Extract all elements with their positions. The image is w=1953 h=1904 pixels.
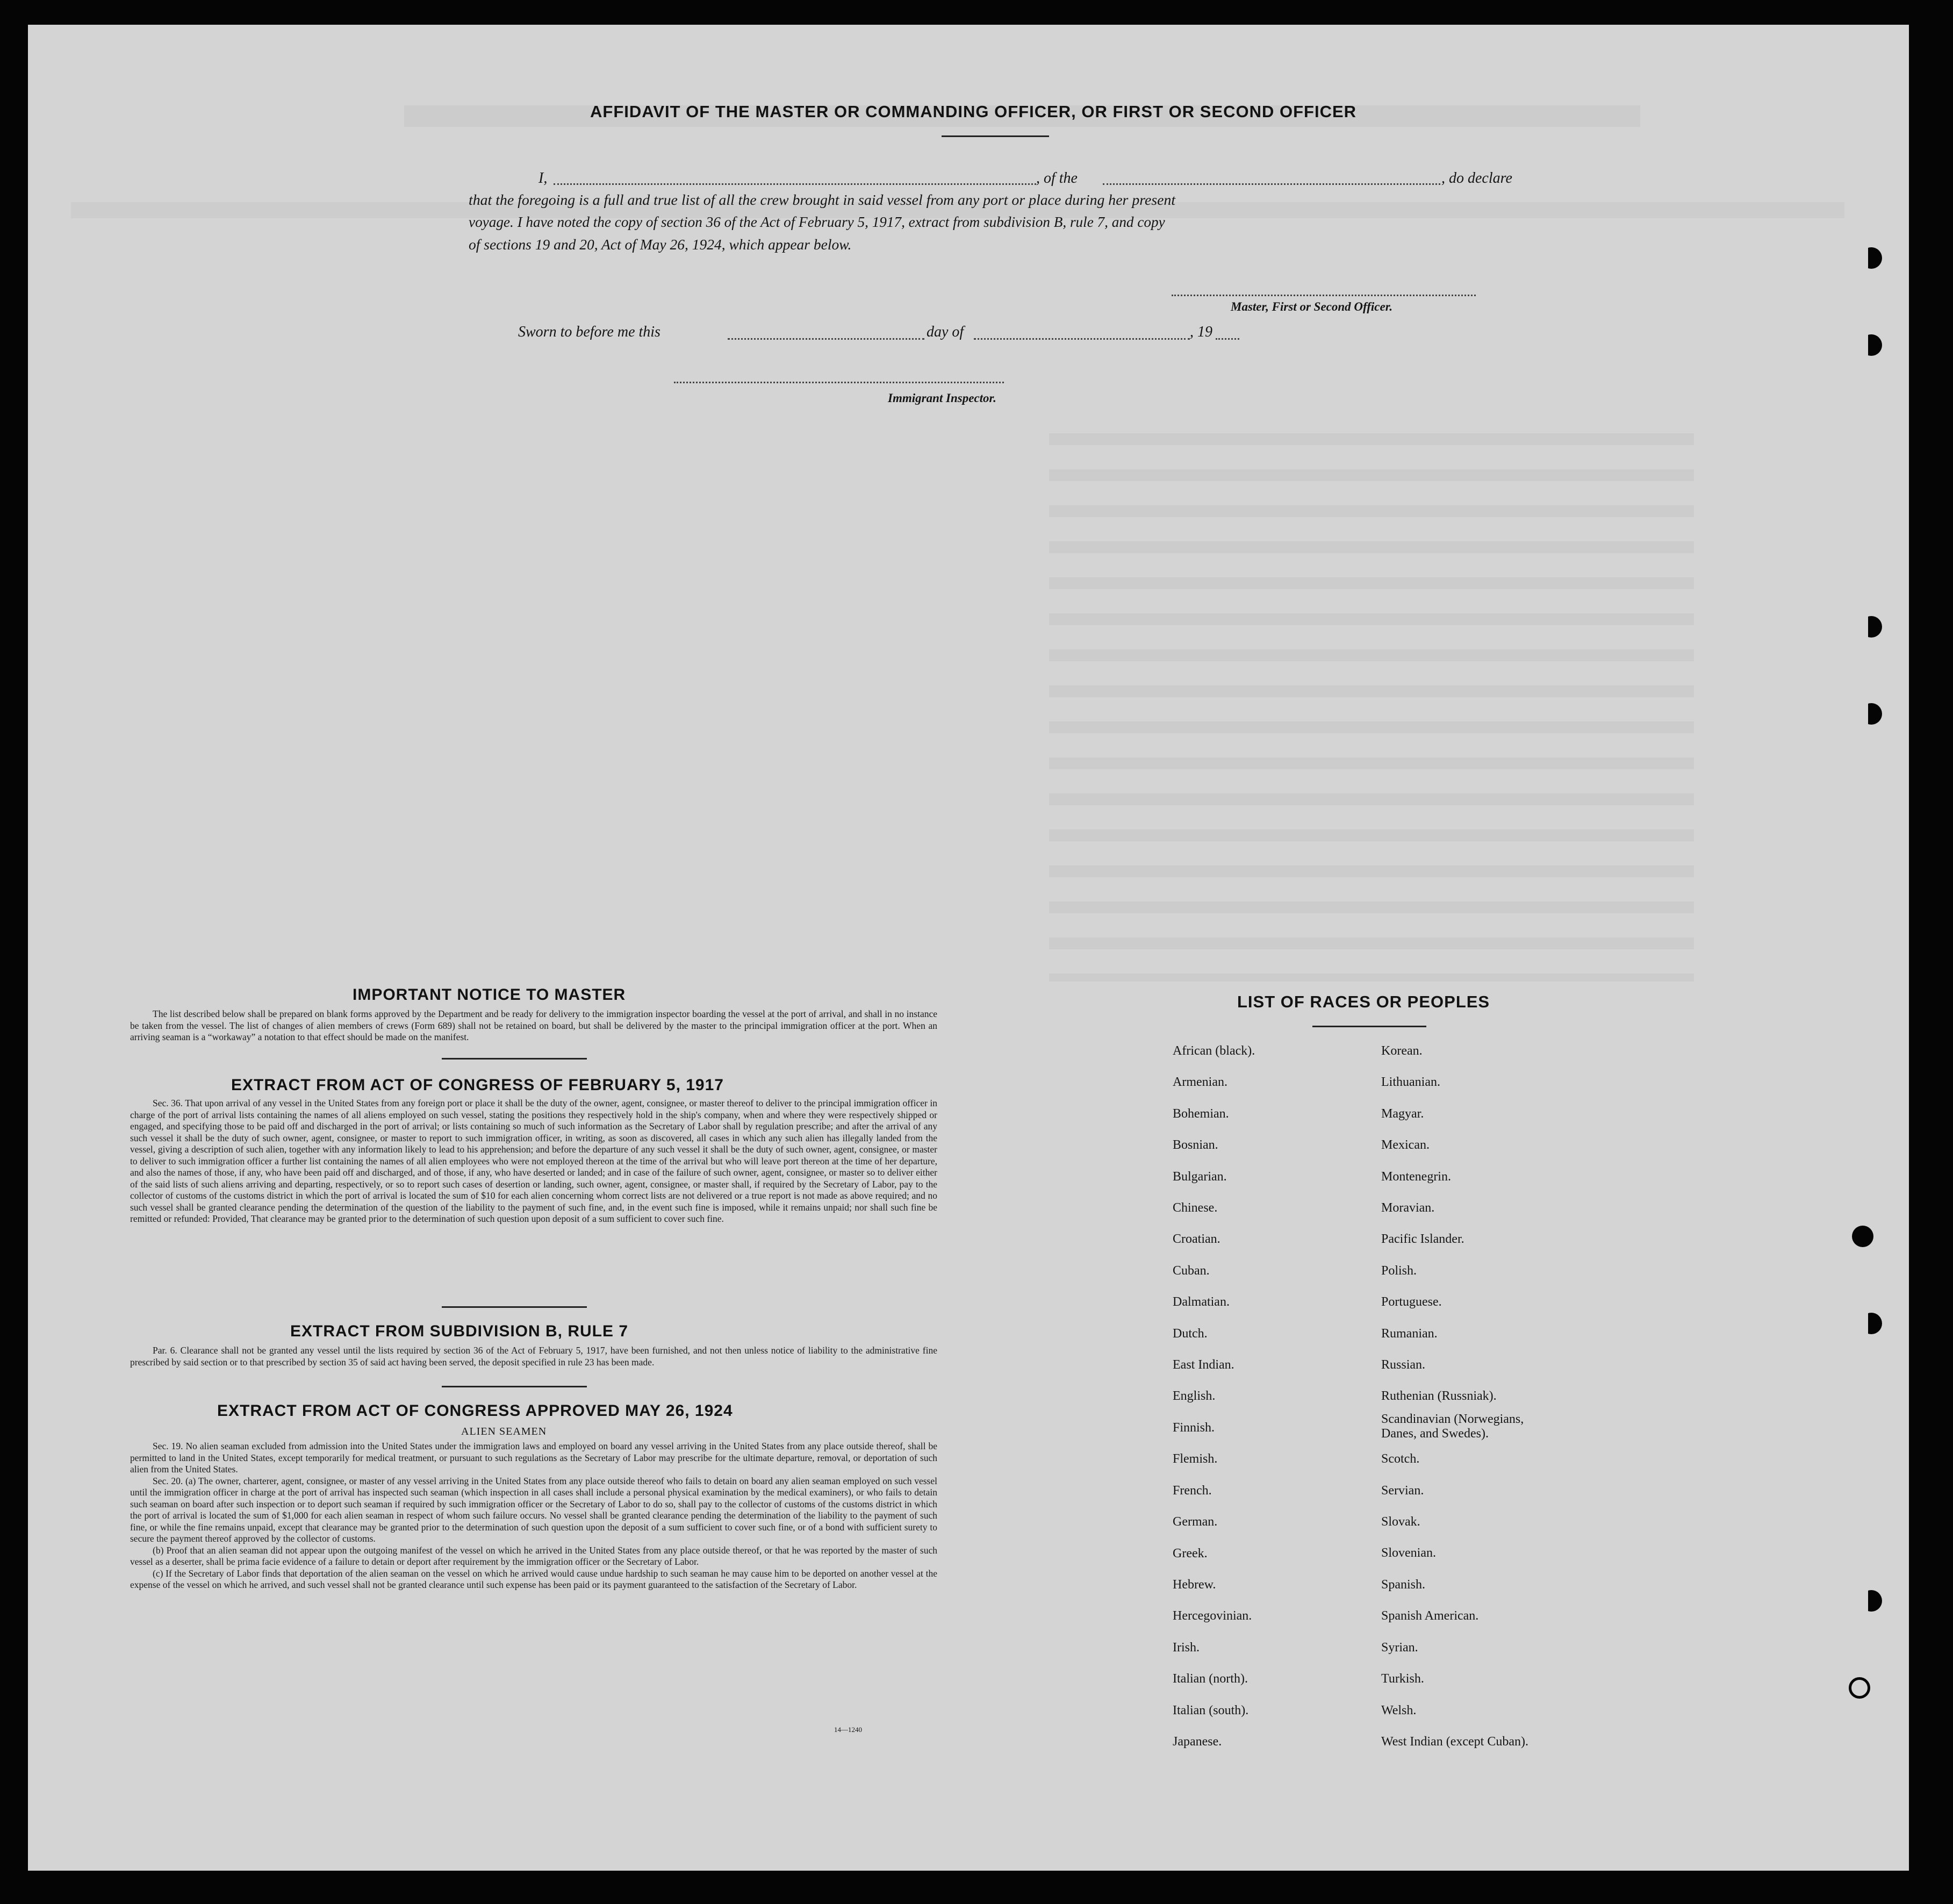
sworn-year: , 19 xyxy=(1190,324,1212,340)
affidavit-of-the: , of the xyxy=(1036,170,1078,187)
race-item: Bohemian. xyxy=(1173,1106,1229,1121)
race-item: Ruthenian (Russniak). xyxy=(1381,1389,1497,1404)
extract-1924-body xyxy=(130,1441,937,1591)
sworn-text: Sworn to before me this xyxy=(518,324,660,340)
race-item: German. xyxy=(1173,1515,1218,1529)
race-item: African (black). xyxy=(1173,1044,1255,1058)
race-item: East Indian. xyxy=(1173,1358,1234,1372)
race-item: Scandinavian (Norwegians, Danes, and Swedes). xyxy=(1381,1412,1524,1441)
race-item: Russian. xyxy=(1381,1358,1426,1372)
race-item: Croatian. xyxy=(1173,1232,1220,1247)
race-item: Korean. xyxy=(1381,1044,1423,1058)
sec20a-paragraph: Sec. 20. (a) The owner, charterer, agent, consignee, or master of any vessel arriving in the United States from any place outside thereof who fails to detain on board any alien seaman employed on such vessel until the immigration officer in charge at the port of arrival has inspected such seaman (which inspection in all cases shall include a personal physical examination by the medical examiners), or who fails to detain such seaman on board after such inspection or to deport such seaman if required by such immigration officer or the Secretary of Labor to do so, shall pay to the collector of customs of the customs district in which the port of arrival is located the sum of $1,000 for each alien seaman in respect of whom such failure occurs. No vessel shall be granted clearance pending the determination of the liability to the payment of such fine, or while the fine remains unpaid, except that clearance may be granted prior to the determination of such question upon the deposit of a sum sufficient to cover such fine, or of a bond with sufficient surety to secure the payment thereof approved by the collector of customs. xyxy=(130,1475,937,1544)
race-item: Cuban. xyxy=(1173,1263,1210,1278)
race-item: Moravian. xyxy=(1381,1201,1435,1215)
races-title: LIST OF RACES OR PEOPLES xyxy=(1237,992,1490,1011)
affidavit-line-i: I, xyxy=(538,170,548,187)
race-item: Bulgarian. xyxy=(1173,1169,1227,1184)
form-number: 14—1240 xyxy=(834,1726,862,1734)
race-item: Rumanian. xyxy=(1381,1326,1438,1341)
race-item: Flemish. xyxy=(1173,1452,1218,1466)
notice-paragraph: The list described below shall be prepared on blank forms approved by the Department and be ready for delivery to the immigration inspector boarding the vessel at the port of arrival, and shall in no instance be taken from the vessel. The list of changes of alien members of crews (Form 689) shall not be retained on board, but shall be delivered by the master to the principal immigration officer at the port. When an arriving seaman is a “workaway” a notation to that effect should be made on the manifest. xyxy=(130,1008,937,1042)
race-item: Irish. xyxy=(1173,1640,1200,1655)
sec19-paragraph: Sec. 19. No alien seaman excluded from admission into the United States under the immigration laws and employed on board any vessel arriving in the United States from any place outside thereof, shall be permitted to land in the United States, except temporarily for medical treatment, or pursuant to such regulations as the Secretary of Labor may prescribe for the ultimate departure, removal, or deportation of such alien from the United States. xyxy=(130,1441,937,1474)
name-blank xyxy=(554,183,1036,185)
extract-1917-body xyxy=(130,1098,937,1225)
sworn-day-blank xyxy=(728,338,924,340)
race-item: Chinese. xyxy=(1173,1201,1218,1215)
notice-title: IMPORTANT NOTICE TO MASTER xyxy=(353,986,626,1004)
sec36-paragraph: Sec. 36. That upon arrival of any vessel in the United States from any foreign port or place it shall be the duty of the owner, agent, consignee, or master thereof to deliver to the principal immigration officer in charge of the port of arrival lists containing the names of all aliens employed on such vessel, stating the positions they respectively hold in the ship's company, when and where they were respectively shipped or engaged, and specifying those to be paid off and discharged in the port of arrival; or lists containing so much of such information as the Secretary of Labor shall by regulation prescribe; and after the arrival of any such vessel it shall be the duty of such owner, agent, consignee, or master to report to such immigration officer, in writing, as soon as discovered, all cases in which any such alien has illegally landed from the vessel, giving a description of such alien, together with any information likely to lead to his apprehension; and before the departure of any such vessel it shall be the duty of such owner, agent, consignee, or master to deliver to such immigration officer a further list containing the names of all alien employees who were not employed thereon at the time of the arrival but who will leave port thereon at the time of her departure, and also the names of those, if any, who have been paid off and discharged, and of those, if any, who have deserted or landed; and in case of the failure of such owner, agent, consignee, or master so to deliver either of the said lists of such aliens arriving and departing, respectively, or so to report such cases of desertion or landing, such owner, agent, consignee, or master shall, if required by the Secretary of Labor, pay to the collector of customs of the customs district in which the port of arrival is located the sum of $10 for each alien concerning whom correct lists are not delivered or a true report is not made as above required; and no such vessel shall be granted clearance pending the determination of the question of the liability to the payment of such fine, and, in the event such fine is imposed, while it remains unpaid; nor shall such fine be remitted or refunded: Provided, That clearance may be granted prior to the determination of such question upon deposit of a sum sufficient to cover such fine. xyxy=(130,1098,937,1224)
race-item: Slovak. xyxy=(1381,1515,1420,1529)
sworn-year-blank xyxy=(1216,338,1239,340)
punch-hole xyxy=(1852,1226,1873,1247)
race-item: Lithuanian. xyxy=(1381,1075,1440,1090)
affidavit-do-declare: , do declare xyxy=(1441,170,1512,187)
race-item: Servian. xyxy=(1381,1483,1424,1498)
sworn-day-of: day of xyxy=(927,324,964,340)
race-item: Dalmatian. xyxy=(1173,1295,1230,1309)
races-left-column xyxy=(1173,1035,1255,1757)
punch-hole xyxy=(1861,1313,1882,1334)
race-item: Hebrew. xyxy=(1173,1577,1216,1592)
race-item: Pacific Islander. xyxy=(1381,1232,1464,1247)
race-item: West Indian (except Cuban). xyxy=(1381,1734,1528,1749)
extract-1917-title: EXTRACT FROM ACT OF CONGRESS OF FEBRUARY 5, 1917 xyxy=(231,1076,724,1094)
affidavit-line2: that the foregoing is a full and true list of all the crew brought in said vessel from any port or place during her present xyxy=(469,192,1176,209)
race-item: Montenegrin. xyxy=(1381,1169,1451,1184)
inspector-signature-label: Immigrant Inspector. xyxy=(888,391,996,405)
sec20b-paragraph: (b) Proof that an alien seaman did not appear upon the outgoing manifest of the vessel on which he arrived in the United States from any place outside thereof, or that he was reported by the master of such vessel as a deserter, shall be prima facie evidence of a failure to detain or deport after requirement by the immigration officer or the Secretary of Labor. xyxy=(130,1544,937,1567)
race-item: Turkish. xyxy=(1381,1672,1424,1686)
affidavit-line4: of sections 19 and 20, Act of May 26, 1924, which appear below. xyxy=(469,236,852,253)
affidavit-line3: voyage. I have noted the copy of section 36 of the Act of February 5, 1917, extract from subdivision B, rule 7, and copy xyxy=(469,214,1165,230)
punch-hole xyxy=(1849,1677,1870,1699)
race-item: Armenian. xyxy=(1173,1075,1227,1090)
notice-body xyxy=(130,1008,937,1043)
race-item: Mexican. xyxy=(1381,1138,1430,1153)
punch-hole xyxy=(1861,1590,1882,1612)
sec20c-paragraph: (c) If the Secretary of Labor finds that deportation of the alien seaman on the vessel on which he arrived would cause undue hardship to such seaman he may cause him to be deported on another vessel at the expense of the vessel on which he arrived, and such vessel shall not be granted clearance until such expense has been paid or its payment guaranteed to the satisfaction of the Secretary of Labor. xyxy=(130,1567,937,1590)
divider xyxy=(442,1386,587,1387)
master-signature-line xyxy=(1172,295,1476,296)
race-item: Finnish. xyxy=(1173,1420,1215,1435)
race-item: Slovenian. xyxy=(1381,1546,1436,1561)
race-item: Polish. xyxy=(1381,1263,1417,1278)
race-item: Syrian. xyxy=(1381,1640,1418,1655)
race-item: Spanish. xyxy=(1381,1577,1426,1592)
divider xyxy=(442,1306,587,1308)
race-item: Dutch. xyxy=(1173,1326,1208,1341)
punch-hole xyxy=(1861,247,1882,269)
race-item: English. xyxy=(1173,1389,1216,1404)
race-item: Magyar. xyxy=(1381,1106,1424,1121)
bleed-through-texture xyxy=(28,25,1909,1871)
race-item: Bosnian. xyxy=(1173,1138,1218,1153)
divider xyxy=(1312,1026,1426,1027)
sworn-month-blank xyxy=(974,338,1190,340)
race-item: Hercegovinian. xyxy=(1173,1609,1252,1623)
punch-hole xyxy=(1861,334,1882,356)
race-item: Greek. xyxy=(1173,1546,1208,1561)
punch-hole xyxy=(1861,703,1882,725)
races-right-column xyxy=(1381,1035,1553,1757)
race-item: French. xyxy=(1173,1483,1212,1498)
race-item: Spanish American. xyxy=(1381,1609,1479,1623)
inspector-signature-line xyxy=(674,382,1004,383)
vessel-blank xyxy=(1103,183,1440,185)
race-item: Welsh. xyxy=(1381,1703,1417,1717)
extract-1924-title: EXTRACT FROM ACT OF CONGRESS APPROVED MAY 26, 1924 xyxy=(217,1402,733,1420)
race-item: Scotch. xyxy=(1381,1452,1420,1466)
divider xyxy=(442,1058,587,1060)
master-signature-label: Master, First or Second Officer. xyxy=(1231,300,1393,313)
race-item: Italian (north). xyxy=(1173,1672,1248,1686)
rule7-title: EXTRACT FROM SUBDIVISION B, RULE 7 xyxy=(290,1322,629,1340)
race-item: Italian (south). xyxy=(1173,1703,1249,1717)
rule7-paragraph: Par. 6. Clearance shall not be granted any vessel until the lists required by section 36 of the Act of February 5, 1917, have been furnished, and not then unless notice of liability to the administrative fine prescribed by said section or to that prescribed by section 35 of said act having been served, the deposit specified in rule 23 has been made. xyxy=(130,1345,937,1368)
punch-hole xyxy=(1861,616,1882,638)
race-item: Portuguese. xyxy=(1381,1295,1442,1309)
race-item: Japanese. xyxy=(1173,1734,1222,1749)
title-underline xyxy=(942,135,1049,137)
rule7-body xyxy=(130,1345,937,1368)
affidavit-title: AFFIDAVIT OF THE MASTER OR COMMANDING OFFICER, OR FIRST OR SECOND OFFICER xyxy=(590,102,1357,121)
document-page xyxy=(28,25,1909,1871)
alien-seamen-subtitle: ALIEN SEAMEN xyxy=(461,1426,547,1437)
